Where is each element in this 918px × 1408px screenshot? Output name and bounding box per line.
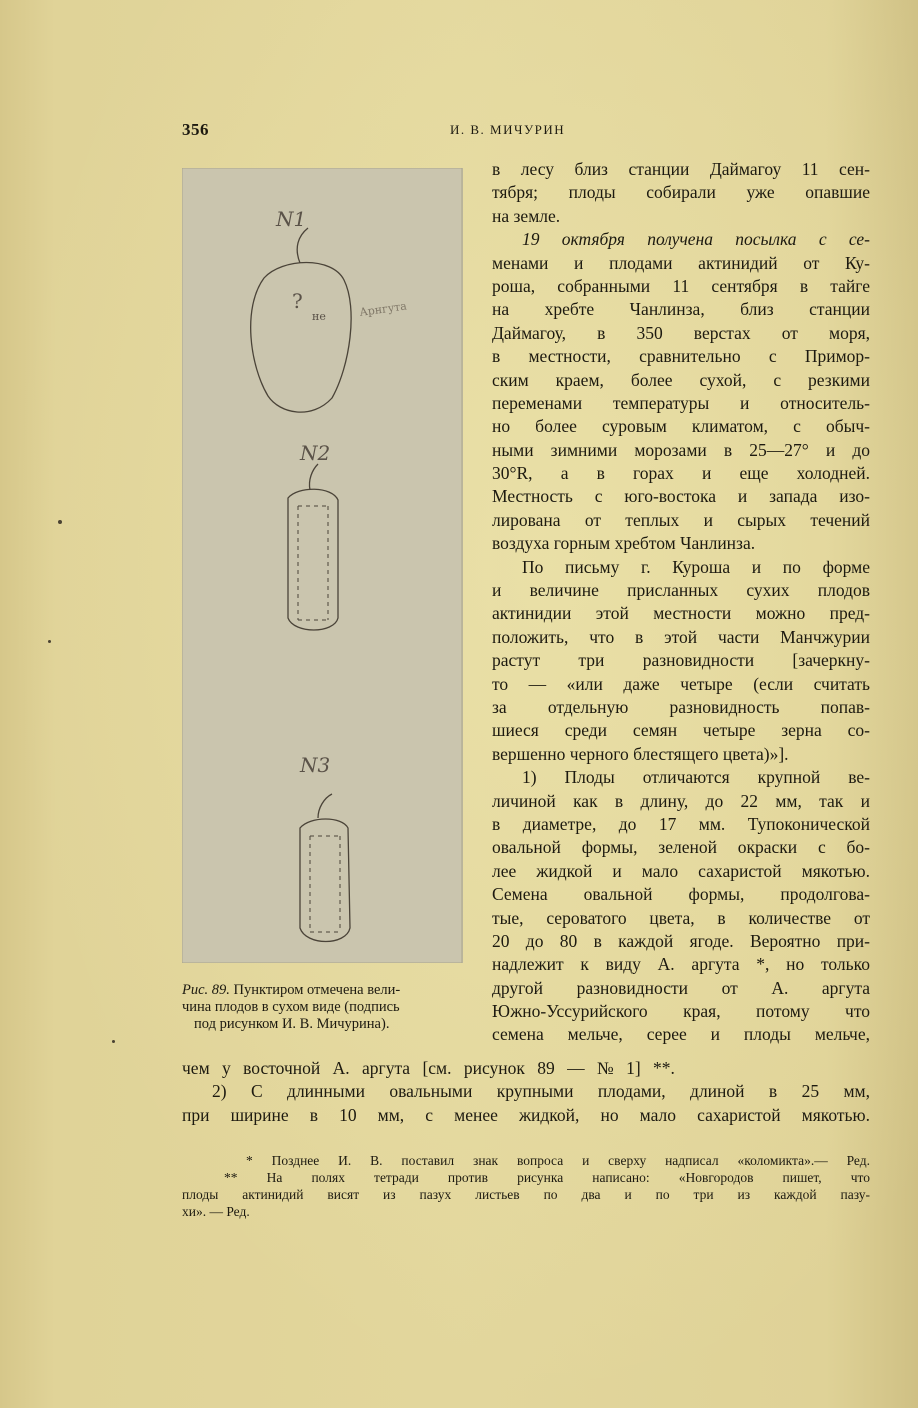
- paper-speck: [112, 1040, 115, 1043]
- text-line: личиной как в длину, до 22 мм, так и: [492, 790, 870, 811]
- footnote-2-line-2: плоды актинидий висят из пазух листьев по два и по три из каждой пазу-: [182, 1187, 870, 1202]
- footnotes: [182, 1152, 870, 1220]
- page-header: [0, 120, 918, 142]
- caption-line-2: чина плодов в сухом виде (подпись: [182, 999, 400, 1015]
- caption-line-3: под рисунком И. В. Мичурина).: [194, 1016, 390, 1032]
- text-line: роша, собранными 11 сентября в тайге: [492, 275, 870, 296]
- fruit-1-side-note: Арнгута: [358, 299, 408, 319]
- text-line: 19 октября получена посылка с се-: [522, 229, 870, 250]
- text-line: и величине присланных сухих плодов: [492, 580, 870, 601]
- figure-label-n2: N2: [300, 441, 331, 465]
- text-line: положить, что в этой части Манчжурии: [492, 626, 870, 647]
- text-line: Южно-Уссурийского края, потому что: [492, 1001, 870, 1022]
- text-line: за отдельную разновидность попав-: [492, 696, 870, 717]
- paper-speck: [48, 640, 51, 643]
- text-line: 30°R, а в горах и еще холодней.: [492, 463, 870, 484]
- text-line: 1) Плоды отличаются крупной ве-: [522, 767, 870, 788]
- footnote-2-line-3: хи». — Ред.: [182, 1204, 250, 1219]
- text-line: семена мельче, серее и плоды мельче,: [492, 1024, 870, 1045]
- text-line: ским краем, более сухой, с резкими: [492, 369, 870, 390]
- text-line: чем у восточной А. аргута [см. рисунок 89 — № 1] **.: [182, 1058, 675, 1078]
- text-line: воздуха горным хребтом Чанлинза.: [492, 533, 756, 554]
- fruit-1-note: не: [312, 310, 326, 323]
- text-line: в диаметре, до 17 мм. Тупоконической: [492, 813, 870, 834]
- text-line: надлежит к виду А. аргута *, но только: [492, 954, 870, 975]
- full-width-text: [182, 1057, 870, 1127]
- text-line: актинидии этой местности можно пред-: [492, 603, 870, 624]
- figure-label-n3: N3: [300, 753, 331, 777]
- page-number: 356: [182, 120, 209, 139]
- text-line: тября; плоды собирали уже опавшие: [492, 182, 870, 203]
- fruit-drawings: [182, 168, 462, 963]
- text-line: 2) С длинными овальными крупными плодами, длиной в 25 мм,: [212, 1081, 870, 1102]
- caption-line-1: Пунктиром отмечена вели-: [233, 982, 401, 998]
- footnote-1: * Позднее И. В. поставил знак вопроса и сверху надписал «коломикта».— Ред.: [246, 1153, 870, 1168]
- text-line: лее жидкой и мало сахаристой мякотью.: [492, 860, 870, 881]
- caption-prefix: Рис. 89.: [182, 982, 230, 998]
- paper-speck: [58, 520, 62, 524]
- text-line: растут три разновидности [зачеркну-: [492, 650, 870, 671]
- text-line: другой разновидности от А. аргута: [492, 977, 870, 998]
- text-line: Местность с юго-востока и запада изо-: [492, 486, 870, 507]
- figure-caption: [182, 982, 470, 1033]
- text-line: переменами температуры и относитель-: [492, 392, 870, 413]
- text-line: лирована от теплых и сырых течений: [492, 509, 870, 530]
- figure-89: [182, 168, 463, 963]
- text-line: то — «или даже четыре (если считать: [492, 673, 870, 694]
- text-line: Даймагоу, в 350 верстах от моря,: [492, 322, 870, 343]
- running-head: И. В. МИЧУРИН: [450, 122, 566, 137]
- text-line: ными зимними морозами в 25—27° и до: [492, 439, 870, 460]
- text-line: в лесу близ станции Даймагоу 11 сен-: [492, 159, 870, 179]
- text-line: По письму г. Куроша и по форме: [522, 556, 870, 577]
- text-line: в местности, сравнительно с Примор-: [492, 346, 870, 367]
- text-line: Семена овальной формы, продолгова-: [492, 884, 870, 905]
- text-line: тые, сероватого цвета, в количестве от: [492, 907, 870, 928]
- text-line: вершенно черного блестящего цвета)»].: [492, 743, 789, 764]
- text-line: при ширине в 10 мм, с менее жидкой, но мало сахаристой мякотью.: [182, 1104, 870, 1125]
- text-line: 20 до 80 в каждой ягоде. Вероятно при-: [492, 930, 870, 951]
- text-line: на земле.: [492, 205, 561, 226]
- text-line: овальной формы, зеленой окраски с бо-: [492, 837, 870, 858]
- right-column-text: [492, 158, 870, 1047]
- text-line: шиеся среди семян четыре зерна со-: [492, 720, 870, 741]
- figure-label-n1: N1: [276, 207, 307, 231]
- text-line: но более суровым климатом, с обыч-: [492, 416, 870, 437]
- text-line: на хребте Чанлинза, близ станции: [492, 299, 870, 320]
- footnote-2-line-1: ** На полях тетради против рисунка написано: «Новгородов пишет, что: [224, 1170, 870, 1185]
- fruit-1-question-mark: ?: [292, 289, 303, 313]
- text-line: менами и плодами актинидий от Ку-: [492, 252, 870, 273]
